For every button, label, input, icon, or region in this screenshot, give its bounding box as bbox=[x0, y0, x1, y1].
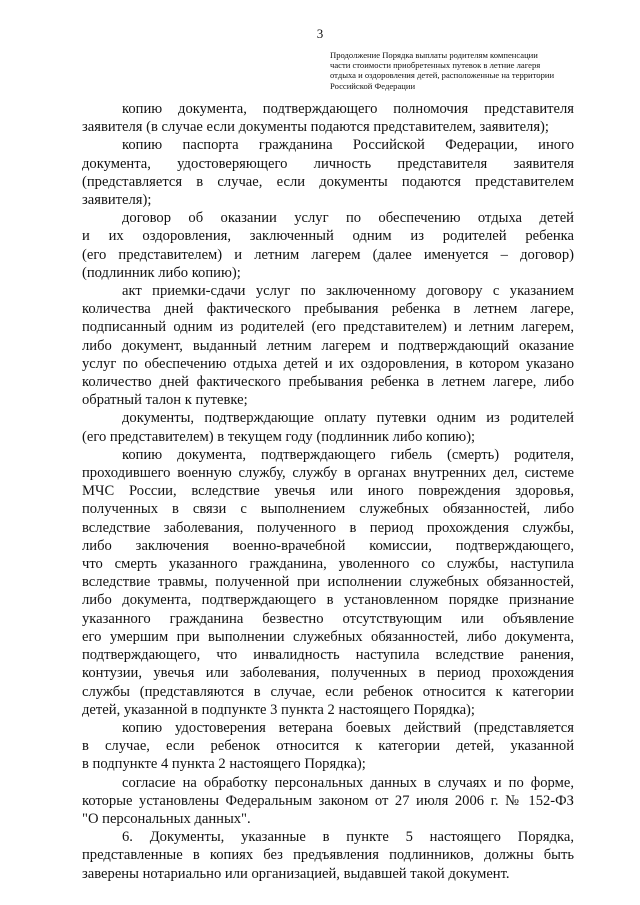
paragraph-line: либо заключения военно-врачебной комиссии, подтверждающего, bbox=[82, 537, 574, 554]
paragraph-line: копию документа, подтверждающего гибель (смерть) родителя, bbox=[122, 446, 574, 463]
running-header-line: отдыха и оздоровления детей, расположенные на территории bbox=[330, 70, 555, 81]
paragraph-line: документа, удостоверяющего личность представителя заявителя bbox=[82, 155, 574, 172]
paragraph-line: контузии, увечья или заболевания, полученных в период прохождения bbox=[82, 665, 574, 682]
paragraph-line: (его представителем) в текущем году (подлинник либо копию); bbox=[82, 428, 476, 445]
paragraph-line: копию удостоверения ветерана боевых действий (представляется bbox=[122, 719, 574, 736]
paragraph-line: (подлинник либо копию); bbox=[82, 264, 241, 281]
paragraph-line: согласие на обработку персональных данных в случаях и по форме, bbox=[122, 774, 574, 791]
paragraph-line: документы, подтверждающие оплату путевки одним из родителей bbox=[122, 410, 574, 427]
page-number: 3 bbox=[316, 26, 324, 41]
paragraph-line: (его представителем) и летним лагерем (далее именуется – договор) bbox=[82, 246, 574, 263]
paragraph-line: МЧС России, вследствие увечья или иного повреждения здоровья, bbox=[82, 483, 574, 500]
running-header bbox=[330, 50, 590, 91]
paragraph-line: копию документа, подтверждающего полномочия представителя bbox=[122, 101, 574, 117]
paragraph-line: копию паспорта гражданина Российской Федерации, иного bbox=[122, 137, 574, 154]
paragraph-line: его умершим при выполнении служебных обязанностей, либо документа, bbox=[82, 628, 574, 645]
running-header-line: Российской Федерации bbox=[330, 80, 416, 91]
paragraph-line: указанного гражданина безвестно отсутствующим или объявление bbox=[82, 610, 574, 627]
paragraph-line: количества дней фактического пребывания ребенка в летнем лагере, bbox=[82, 301, 574, 318]
paragraph-line: заверены нотариально или организацией, выдавшей такой документ. bbox=[82, 865, 510, 882]
paragraph-line: что смерть указанного гражданина, уволенного со службы, наступила bbox=[82, 556, 574, 573]
body-paragraph bbox=[82, 136, 574, 209]
paragraph-line: обратный талон к путевке; bbox=[82, 392, 248, 409]
body-paragraph bbox=[82, 446, 574, 719]
paragraph-line: количество дней фактического пребывания ребенка в летнем лагере, либо bbox=[82, 374, 574, 391]
body-paragraph bbox=[82, 828, 574, 883]
paragraph-line: договор об оказании услуг по обеспечению отдыха детей bbox=[122, 210, 574, 227]
paragraph-line: детей, указанной в подпункте 3 пункта 2 настоящего Порядка); bbox=[82, 701, 475, 718]
paragraph-line: либо документа, подтверждающего в установленном порядке признание bbox=[82, 592, 574, 609]
paragraph-line: которые установлены Федеральным законом от 27 июля 2006 г. № 152-ФЗ bbox=[82, 792, 574, 809]
body-paragraph bbox=[82, 209, 574, 282]
paragraph-line: (представляется в случае, если документы подаются представителем bbox=[82, 173, 574, 190]
paragraph-line: подписанный одним из родителей (его представителем) и летним лагерем, bbox=[82, 319, 574, 336]
paragraph-line: полученных в связи с выполнением служебных обязанностей, либо bbox=[82, 501, 574, 518]
body-paragraph bbox=[82, 774, 574, 829]
paragraph-line: "О персональных данных". bbox=[82, 810, 251, 827]
body-paragraph bbox=[82, 409, 574, 445]
paragraph-line: службы (представляются в случае, если ребенок относится к категории bbox=[82, 683, 574, 700]
paragraph-line: либо документ, выданный летним лагерем и подтверждающий оказание bbox=[82, 337, 574, 354]
paragraph-line: услуг по обеспечению отдыха детей и их оздоровления, в котором указано bbox=[82, 355, 574, 372]
paragraph-line: акт приемки-сдачи услуг по заключенному договору с указанием bbox=[122, 283, 574, 300]
running-header-line: части стоимости приобретенных путевок в летние лагеря bbox=[330, 60, 541, 71]
paragraph-line: подтверждающего, что инвалидность наступила вследствие ранения, bbox=[82, 647, 574, 664]
body-paragraph bbox=[82, 100, 574, 136]
paragraph-line: проходившего военную службу, службу в органах внутренних дел, системе bbox=[82, 465, 574, 482]
paragraph-line: заявителя (в случае если документы подаются представителем, заявителя); bbox=[82, 119, 549, 136]
document-body bbox=[82, 100, 574, 883]
body-paragraph bbox=[82, 282, 574, 409]
paragraph-line: представленные в копиях без предъявления подлинников, должны быть bbox=[82, 847, 574, 864]
paragraph-line: в случае, если ребенок относится к категории детей, указанной bbox=[82, 738, 574, 755]
paragraph-line: в подпункте 4 пункта 2 настоящего Порядка); bbox=[82, 756, 366, 773]
paragraph-line: вследствие травмы, полученной при исполнении служебных обязанностей, bbox=[82, 574, 574, 591]
running-header-line: Продолжение Порядка выплаты родителям компенсации bbox=[330, 50, 538, 60]
paragraph-line: и их оздоровления, заключенный одним из родителей ребенка bbox=[82, 228, 574, 245]
paragraph-line: вследствие заболевания, полученного в период прохождения службы, bbox=[82, 519, 574, 536]
paragraph-line: 6. Документы, указанные в пункте 5 настоящего Порядка, bbox=[122, 829, 574, 846]
paragraph-line: заявителя); bbox=[82, 192, 152, 209]
body-paragraph bbox=[82, 719, 574, 774]
